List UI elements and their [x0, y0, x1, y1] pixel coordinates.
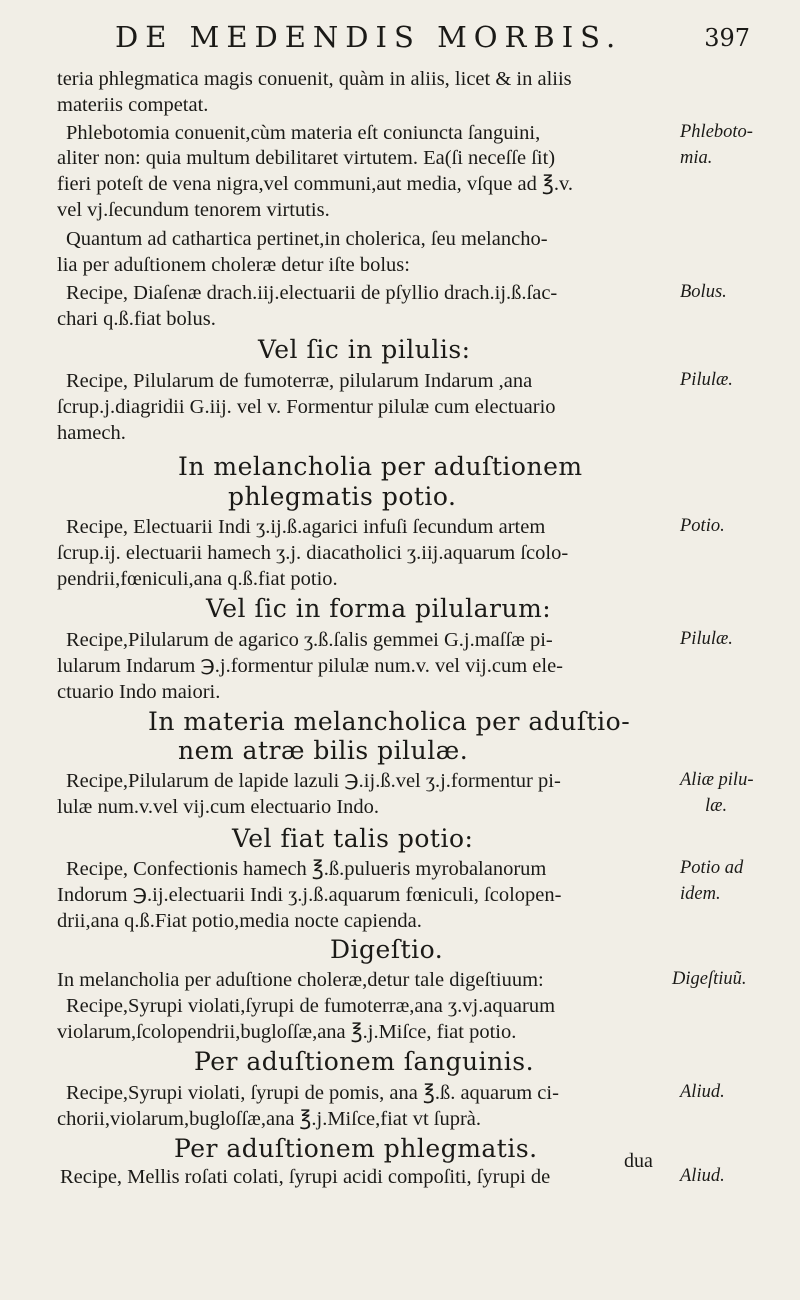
text-line: vel vj.ſecundum tenorem virtutis.	[57, 199, 330, 221]
text-line: Recipe, Mellis roſati colati, ſyrupi acidi compoſiti, ſyrupi de	[60, 1166, 551, 1188]
text-line: Recipe, Pilularum de fumoterræ, pilularum Indarum ,ana	[66, 370, 533, 392]
text-line: hamech.	[57, 422, 126, 444]
text-line: In melancholia per aduſtione choleræ,detur tale digeſtiuum:	[57, 969, 544, 991]
margin-note: idem.	[680, 884, 721, 904]
text-line: Recipe,Pilularum de lapide lazuli ℈.ij.ß.vel ʒ.j.formentur pi-	[66, 770, 561, 792]
text-line: teria phlegmatica magis conuenit, quàm in aliis, licet & in aliis	[57, 68, 572, 90]
text-line: ctuario Indo maiori.	[57, 681, 221, 703]
text-line: chari q.ß.fiat bolus.	[57, 308, 216, 330]
text-line: Recipe, Electuarii Indi ʒ.ij.ß.agarici infuſi ſecundum artem	[66, 516, 546, 538]
text-line: Recipe,Syrupi violati, ſyrupi de pomis, ana ℥.ß. aquarum ci-	[66, 1082, 559, 1104]
section-heading: Vel ſic in pilulis:	[258, 335, 471, 364]
margin-note: Aliud.	[680, 1166, 725, 1186]
text-line: Recipe,Pilularum de agarico ʒ.ß.ſalis gemmei G.j.maſſæ pi-	[66, 629, 553, 651]
text-line: ſcrup.ij. electuarii hamech ʒ.j. diacatholici ʒ.iij.aquarum ſcolo-	[57, 542, 569, 564]
text-line: Quantum ad cathartica pertinet,in cholerica, ſeu melancho-	[66, 228, 548, 250]
margin-note: Bolus.	[680, 282, 727, 302]
margin-note: Aliæ pilu-	[680, 770, 754, 790]
margin-note: Phleboto-	[680, 122, 753, 142]
text-line: Recipe, Confectionis hamech ℥.ß.pulueris myrobalanorum	[66, 858, 547, 880]
section-heading: Vel ſic in forma pilularum:	[206, 594, 552, 623]
section-heading: Per aduſtionem phlegmatis.	[174, 1134, 538, 1163]
text-line: violarum,ſcolopendrii,bugloſſæ,ana ℥.j.Miſce, fiat potio.	[57, 1021, 517, 1043]
margin-note: Potio.	[680, 516, 725, 536]
margin-note: Digeſtiuũ.	[672, 969, 747, 989]
text-line: pendrii,fœniculi,ana q.ß.fiat potio.	[57, 568, 338, 590]
section-heading: nem atræ bilis pilulæ.	[178, 736, 469, 765]
margin-note: læ.	[705, 796, 728, 816]
text-line: fieri poteſt de vena nigra,vel communi,aut media, vſque ad ℥.v.	[57, 173, 574, 195]
text-line: lularum Indarum ℈.j.formentur pilulæ num.v. vel vij.cum ele-	[57, 655, 564, 677]
margin-note: Aliud.	[680, 1082, 725, 1102]
text-line: materiis competat.	[57, 94, 209, 116]
text-line: aliter non: quia multum debilitaret virtutem. Ea(ſi neceſſe ſit)	[57, 147, 556, 169]
text-line: lulæ num.v.vel vij.cum electuario Indo.	[57, 796, 380, 818]
text-line: ſcrup.j.diagridii G.iij. vel v. Formentur pilulæ cum electuario	[57, 396, 556, 418]
text-line: drii,ana q.ß.Fiat potio,media nocte capienda.	[57, 910, 422, 932]
margin-note: Pilulæ.	[680, 629, 733, 649]
text-line: Recipe,Syrupi violati,ſyrupi de fumoterræ,ana ʒ.vj.aquarum	[66, 995, 556, 1017]
running-title: DE MEDENDIS MORBIS.	[115, 20, 623, 54]
page-header	[60, 20, 750, 60]
section-heading: Digeſtio.	[330, 935, 444, 964]
text-line: Phlebotomia conuenit,cùm materia eſt coniuncta ſanguini,	[66, 122, 541, 144]
section-heading: Per aduſtionem ſanguinis.	[194, 1047, 535, 1076]
text-line: Indorum ℈.ij.electuarii Indi ʒ.j.ß.aquarum fœniculi, ſcolopen-	[57, 884, 562, 906]
text-line: lia per aduſtionem choleræ detur iſte bolus:	[57, 254, 410, 276]
section-heading: phlegmatis potio.	[228, 482, 457, 511]
margin-note: Potio ad	[680, 858, 744, 878]
section-heading: In melancholia per aduſtionem	[178, 452, 583, 481]
text-line: chorii,violarum,bugloſſæ,ana ℥.j.Miſce,fiat vt ſuprà.	[57, 1108, 482, 1130]
section-heading: In materia melancholica per aduſtio-	[148, 707, 631, 736]
section-heading: Vel fiat talis potio:	[232, 824, 474, 853]
text-line: Recipe, Diaſenæ drach.iij.electuarii de pſyllio drach.ij.ß.ſac-	[66, 282, 558, 304]
catchword: dua	[624, 1150, 653, 1172]
margin-note: Pilulæ.	[680, 370, 733, 390]
page-number: 397	[704, 24, 750, 52]
margin-note: mia.	[680, 148, 713, 168]
